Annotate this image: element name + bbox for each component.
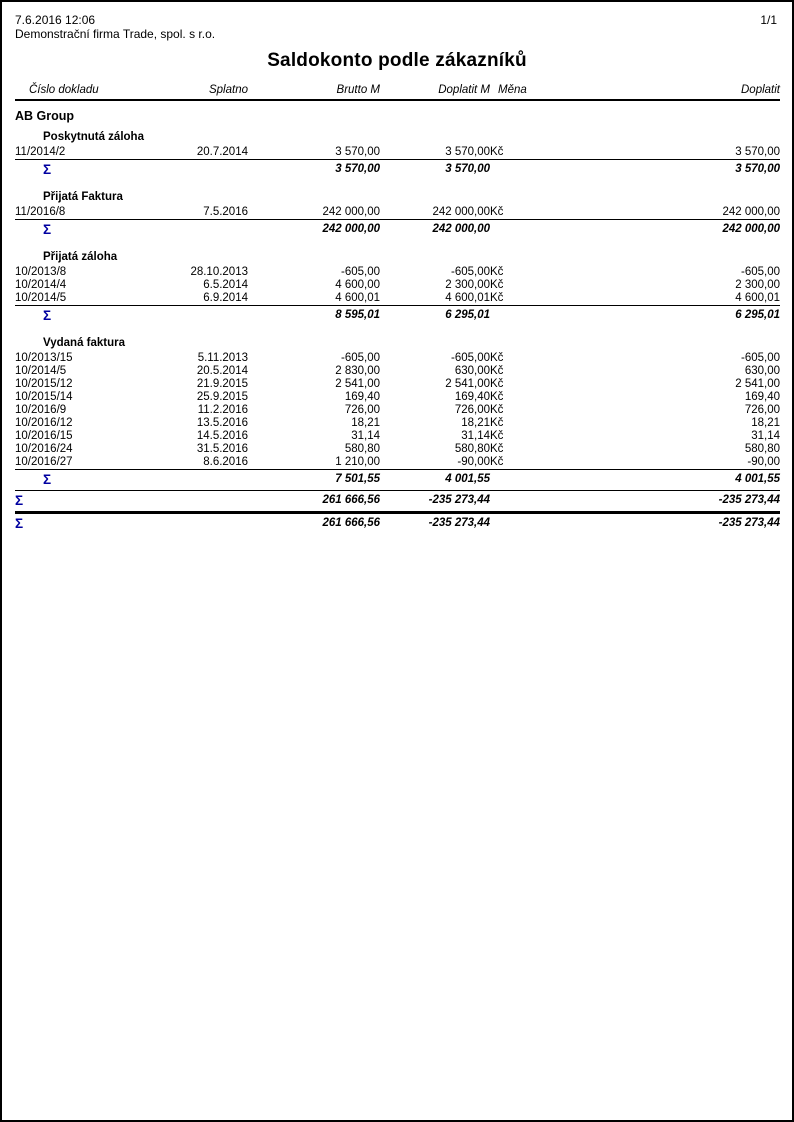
currency-cell: Kč [490,404,504,416]
empty-cell [165,220,248,241]
doplatit-cell: 169,40 [744,391,780,403]
brutto-cell: 580,80 [344,443,380,455]
due-date-cell: 25.9.2015 [196,391,248,403]
doplatit-m-cell: 580,80 [454,443,490,455]
total-brutto-cell: 261 666,56 [248,513,380,535]
table-row [15,279,780,292]
doplatit-cell: 2 541,00 [735,378,780,390]
doc-number-cell: 10/2016/9 [15,404,67,416]
doplatit-m-cell: 726,00 [454,404,490,416]
empty-cell [165,470,248,491]
currency-cell: Kč [490,456,504,468]
empty-cell [165,306,248,327]
brutto-cell: 4 600,00 [335,279,380,291]
page-header [2,2,792,41]
doplatit-cell: -605,00 [740,352,780,364]
doplatit-cell: 18,21 [751,417,780,429]
column-header-mena: Měna [490,82,546,100]
due-date-cell: 20.5.2014 [196,365,248,377]
due-date-cell: 13.5.2016 [196,417,248,429]
report-datetime: 7.6.2016 12:06 [15,13,96,27]
group-sum-row [15,491,780,513]
empty-cell [490,491,546,513]
currency-cell: Kč [490,430,504,442]
section-title: Poskytnutá záloha [43,131,144,143]
doplatit-m-cell: 2 300,00 [445,279,490,291]
brutto-cell: 726,00 [344,404,380,416]
doplatit-m-cell: -605,00 [450,352,490,364]
doc-number-cell: 10/2013/8 [15,266,67,278]
doplatit-m-cell: -605,00 [450,266,490,278]
sigma-sum-symbol: Σ [15,513,165,535]
empty-cell [490,470,546,491]
currency-cell: Kč [490,206,504,218]
currency-cell: Kč [490,378,504,390]
due-date-cell: 6.5.2014 [203,279,248,291]
customer-group-name: AB Group [15,109,75,123]
due-date-cell: 14.5.2016 [196,430,248,442]
total-doplatit-m-cell: -235 273,44 [380,513,490,535]
table-row [15,146,780,160]
sigma-sum-symbol: Σ [15,491,165,513]
brutto-cell: 31,14 [351,430,380,442]
doc-number-cell: 10/2013/15 [15,352,73,364]
table-row [15,206,780,220]
sum-brutto-cell: 3 570,00 [248,160,380,181]
empty-cell [490,513,546,535]
doc-number-cell: 11/2016/8 [15,206,66,218]
doc-number-cell: 10/2014/4 [15,279,67,291]
column-header-brutto-m: Brutto M [248,82,380,100]
due-date-cell: 11.2.2016 [197,404,248,416]
page-number: 1/1 [760,13,777,27]
table-row [15,378,780,391]
sum-brutto-cell: 7 501,55 [248,470,380,491]
empty-cell [165,513,248,535]
section-title-row [15,245,780,266]
doc-number-cell: 10/2014/5 [15,292,67,304]
section-title-row [15,125,780,146]
doplatit-m-cell: -90,00 [457,456,490,468]
doplatit-cell: 242 000,00 [722,206,780,218]
sum-doplatit-m-cell: 4 001,55 [380,470,490,491]
doc-number-cell: 10/2015/14 [15,391,73,403]
sum-doplatit-m-cell: 242 000,00 [380,220,490,241]
currency-cell: Kč [490,146,504,158]
currency-cell: Kč [490,365,504,377]
report-table [15,82,780,534]
doplatit-cell: -90,00 [747,456,780,468]
table-row [15,404,780,417]
brutto-cell: 4 600,01 [335,292,380,304]
doplatit-m-cell: 4 600,01 [445,292,490,304]
currency-cell: Kč [490,279,504,291]
report-title: Saldokonto podle zákazníků [267,50,527,71]
due-date-cell: 6.9.2014 [203,292,248,304]
column-header-splatno: Splatno [165,82,248,100]
table-row [15,417,780,430]
doc-number-cell: 11/2014/2 [15,146,66,158]
customer-group-row [15,100,780,125]
total-doplatit-cell: -235 273,44 [546,513,780,535]
sum-doplatit-cell: 3 570,00 [546,160,780,181]
table-row [15,292,780,306]
section-sum-row [15,470,780,491]
sigma-sum-symbol: Σ [15,220,165,241]
total-brutto-cell: 261 666,56 [248,491,380,513]
column-header-row [15,82,780,100]
brutto-cell: -605,00 [340,266,380,278]
sum-doplatit-m-cell: 6 295,01 [380,306,490,327]
doc-number-cell: 10/2016/15 [15,430,73,442]
sigma-sum-symbol: Σ [15,160,165,181]
due-date-cell: 8.6.2016 [203,456,248,468]
brutto-cell: -605,00 [340,352,380,364]
table-row [15,391,780,404]
sum-brutto-cell: 242 000,00 [248,220,380,241]
due-date-cell: 5.11.2013 [197,352,248,364]
sum-doplatit-cell: 6 295,01 [546,306,780,327]
grand-total-row [15,513,780,535]
empty-cell [490,160,546,181]
brutto-cell: 1 210,00 [335,456,380,468]
due-date-cell: 28.10.2013 [190,266,248,278]
doplatit-m-cell: 18,21 [461,417,490,429]
column-header-cislo-dokladu: Číslo dokladu [15,82,165,100]
doplatit-cell: -605,00 [740,266,780,278]
due-date-cell: 31.5.2016 [196,443,248,455]
due-date-cell: 21.9.2015 [196,378,248,390]
doc-number-cell: 10/2014/5 [15,365,67,377]
table-row [15,352,780,365]
brutto-cell: 242 000,00 [322,206,380,218]
doc-number-cell: 10/2016/12 [15,417,73,429]
section-title: Vydaná faktura [43,337,126,349]
doplatit-m-cell: 31,14 [461,430,490,442]
empty-cell [165,491,248,513]
table-row [15,456,780,470]
doplatit-cell: 3 570,00 [735,146,780,158]
due-date-cell: 20.7.2014 [196,146,248,158]
empty-cell [490,306,546,327]
section-title: Přijatá záloha [43,251,118,263]
currency-cell: Kč [490,443,504,455]
sum-brutto-cell: 8 595,01 [248,306,380,327]
doplatit-m-cell: 3 570,00 [445,146,490,158]
company-name: Demonstrační firma Trade, spol. s r.o. [15,27,216,41]
brutto-cell: 2 541,00 [335,378,380,390]
sigma-sum-symbol: Σ [15,306,165,327]
currency-cell: Kč [490,292,504,304]
doplatit-m-cell: 169,40 [454,391,490,403]
doc-number-cell: 10/2016/27 [15,456,73,468]
doplatit-m-cell: 242 000,00 [432,206,490,218]
section-title-row [15,185,780,206]
currency-cell: Kč [490,266,504,278]
sum-doplatit-cell: 4 001,55 [546,470,780,491]
brutto-cell: 3 570,00 [335,146,380,158]
brutto-cell: 18,21 [351,417,380,429]
table-row [15,443,780,456]
report-table-body [15,100,780,534]
column-header-doplatit: Doplatit [546,82,780,100]
currency-cell: Kč [490,352,504,364]
section-sum-row [15,306,780,327]
currency-cell: Kč [490,417,504,429]
doplatit-cell: 2 300,00 [735,279,780,291]
section-sum-row [15,220,780,241]
doc-number-cell: 10/2015/12 [15,378,73,390]
section-sum-row [15,160,780,181]
doplatit-m-cell: 630,00 [454,365,490,377]
doplatit-m-cell: 2 541,00 [445,378,490,390]
table-row [15,365,780,378]
brutto-cell: 169,40 [344,391,380,403]
currency-cell: Kč [490,391,504,403]
total-doplatit-m-cell: -235 273,44 [380,491,490,513]
section-title: Přijatá Faktura [43,191,123,203]
due-date-cell: 7.5.2016 [203,206,248,218]
sigma-sum-symbol: Σ [15,470,165,491]
doplatit-cell: 31,14 [751,430,780,442]
column-header-doplatit-m: Doplatit M [380,82,490,100]
doplatit-cell: 726,00 [744,404,780,416]
doc-number-cell: 10/2016/24 [15,443,73,455]
section-title-row [15,331,780,352]
doplatit-cell: 4 600,01 [735,292,780,304]
brutto-cell: 2 830,00 [335,365,380,377]
doplatit-cell: 580,80 [744,443,780,455]
sum-doplatit-m-cell: 3 570,00 [380,160,490,181]
table-row [15,266,780,279]
total-doplatit-cell: -235 273,44 [546,491,780,513]
empty-cell [165,160,248,181]
header-left [15,13,215,41]
empty-cell [490,220,546,241]
doplatit-cell: 630,00 [744,365,780,377]
sum-doplatit-cell: 242 000,00 [546,220,780,241]
table-row [15,430,780,443]
